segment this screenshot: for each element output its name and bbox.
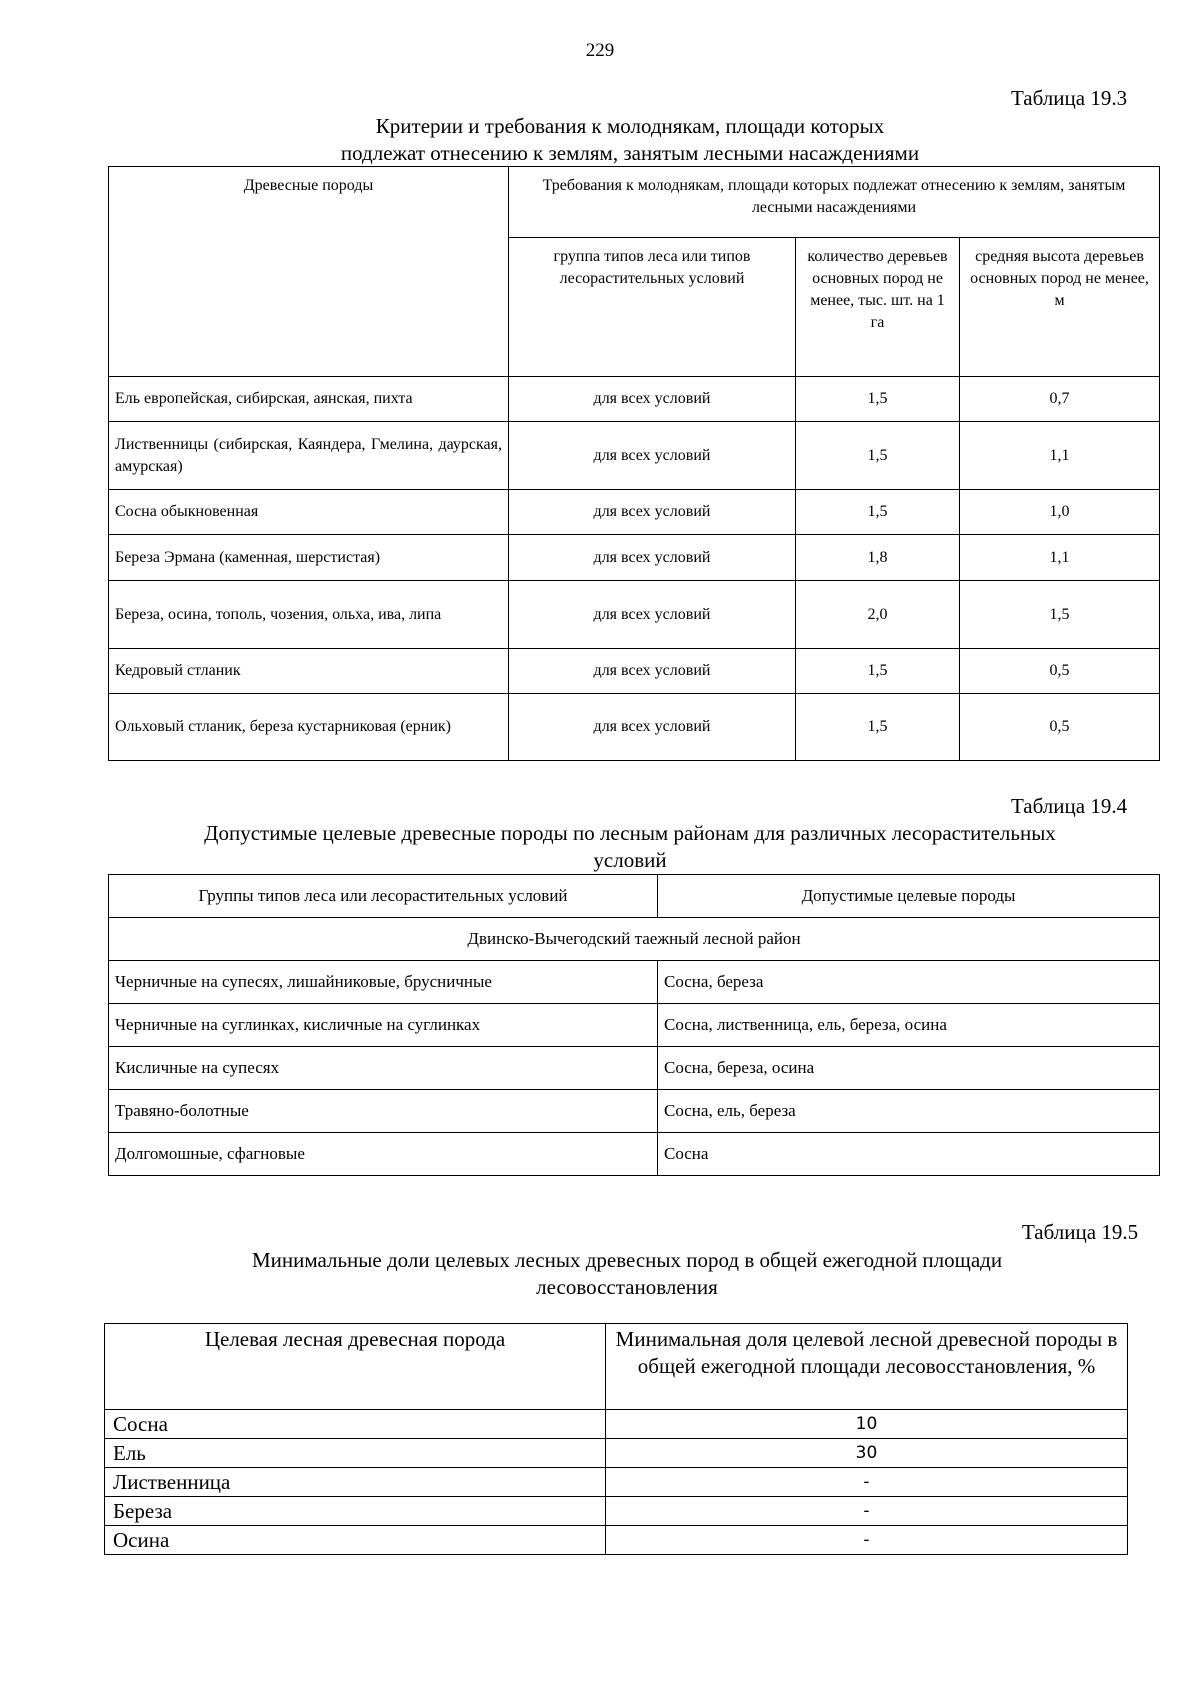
table-19-4-caption-line1: Допустимые целевые древесные породы по лесным районам для различных лесорастительных bbox=[204, 821, 1056, 845]
table-row bbox=[109, 581, 1160, 649]
table-19-3-caption-line1: Критерии и требования к молоднякам, площади которых bbox=[375, 114, 885, 138]
t1-cell-species: Ель европейская, сибирская, аянская, пихта bbox=[109, 377, 509, 422]
table-19-4 bbox=[108, 874, 1160, 1176]
t1-cell-height: 1,1 bbox=[960, 422, 1160, 490]
t3-cell-share: 10 bbox=[606, 1410, 1128, 1439]
t3-cell-species: Осина bbox=[105, 1526, 606, 1555]
t1-cell-height: 0,5 bbox=[960, 694, 1160, 761]
table-19-3 bbox=[108, 166, 1160, 761]
t1-cell-count: 1,5 bbox=[796, 490, 960, 535]
t3-header-share: Минимальная доля целевой лесной древесной породы в общей ежегодной площади лесовосстановления, % bbox=[606, 1324, 1128, 1410]
table-19-5-label: Таблица 19.5 bbox=[1022, 1220, 1139, 1244]
t1-cell-species: Ольховый стланик, береза кустарниковая (ерник) bbox=[109, 694, 509, 761]
t2-cell-species: Сосна, береза bbox=[658, 961, 1160, 1004]
t2-cell-group: Долгомошные, сфагновые bbox=[109, 1133, 658, 1176]
table-row bbox=[109, 535, 1160, 581]
table-row bbox=[109, 1047, 1160, 1090]
t1-cell-count: 1,5 bbox=[796, 649, 960, 694]
table-19-5-caption bbox=[0, 1247, 1200, 1301]
t3-cell-species: Лиственница bbox=[105, 1468, 606, 1497]
t1-header-requirements: Требования к молоднякам, площади которых подлежат отнесению к землям, занятым лесными насаждениями bbox=[509, 167, 1160, 238]
t3-cell-species: Береза bbox=[105, 1497, 606, 1526]
t2-cell-species: Сосна, ель, береза bbox=[658, 1090, 1160, 1133]
t1-cell-species: Лиственницы (сибирская, Каяндера, Гмелина, даурская, амурская) bbox=[109, 422, 509, 490]
page-number: 229 bbox=[585, 40, 615, 61]
t1-cell-species: Береза, осина, тополь, чозения, ольха, ива, липа bbox=[109, 581, 509, 649]
t1-cell-height: 0,7 bbox=[960, 377, 1160, 422]
t2-cell-group: Черничные на супесях, лишайниковые, брусничные bbox=[109, 961, 658, 1004]
table-row bbox=[109, 490, 1160, 535]
table-19-5-caption-line1: Минимальные доли целевых лесных древесных пород в общей ежегодной площади bbox=[251, 1248, 1003, 1272]
t2-header-species: Допустимые целевые породы bbox=[658, 875, 1160, 918]
t2-cell-group: Травяно-болотные bbox=[109, 1090, 658, 1133]
table-row bbox=[105, 1410, 1128, 1439]
t1-cell-count: 1,5 bbox=[796, 377, 960, 422]
table-row bbox=[109, 377, 1160, 422]
table-19-5 bbox=[104, 1323, 1128, 1555]
t3-cell-share: - bbox=[606, 1497, 1128, 1526]
t3-cell-species: Ель bbox=[105, 1439, 606, 1468]
t1-cell-height: 0,5 bbox=[960, 649, 1160, 694]
t1-cell-count: 1,8 bbox=[796, 535, 960, 581]
t1-cell-group: для всех условий bbox=[509, 535, 796, 581]
t1-header-count: количество деревьев основных пород не менее, тыс. шт. на 1 га bbox=[796, 238, 960, 377]
t1-cell-species: Сосна обыкновенная bbox=[109, 490, 509, 535]
t2-region-row: Двинско-Вычегодский таежный лесной район bbox=[109, 918, 1160, 961]
t1-header-height: средняя высота деревьев основных пород не менее, м bbox=[960, 238, 1160, 377]
t1-cell-group: для всех условий bbox=[509, 377, 796, 422]
t1-cell-group: для всех условий bbox=[509, 422, 796, 490]
t1-header-species: Древесные породы bbox=[109, 167, 509, 377]
table-row bbox=[105, 1468, 1128, 1497]
table-19-3-label: Таблица 19.3 bbox=[1011, 86, 1128, 110]
t3-header-species: Целевая лесная древесная порода bbox=[105, 1324, 606, 1410]
t1-cell-count: 1,5 bbox=[796, 422, 960, 490]
t3-cell-species: Сосна bbox=[105, 1410, 606, 1439]
table-19-4-caption-line2: условий bbox=[593, 848, 667, 872]
t3-cell-share: - bbox=[606, 1526, 1128, 1555]
table-row bbox=[109, 1090, 1160, 1133]
table-row bbox=[109, 1133, 1160, 1176]
t1-cell-height: 1,1 bbox=[960, 535, 1160, 581]
t3-cell-share: 30 bbox=[606, 1439, 1128, 1468]
t1-cell-height: 1,0 bbox=[960, 490, 1160, 535]
table-row bbox=[105, 1497, 1128, 1526]
t1-cell-group: для всех условий bbox=[509, 490, 796, 535]
t1-cell-species: Кедровый стланик bbox=[109, 649, 509, 694]
table-row bbox=[109, 1004, 1160, 1047]
t3-cell-share: - bbox=[606, 1468, 1128, 1497]
table-row bbox=[109, 961, 1160, 1004]
t1-cell-species: Береза Эрмана (каменная, шерстистая) bbox=[109, 535, 509, 581]
table-19-4-caption bbox=[0, 820, 1200, 874]
table-19-3-caption bbox=[0, 113, 1200, 167]
t2-cell-species: Сосна, лиственница, ель, береза, осина bbox=[658, 1004, 1160, 1047]
t2-header-groups: Группы типов леса или лесорастительных условий bbox=[109, 875, 658, 918]
table-19-4-label: Таблица 19.4 bbox=[1011, 794, 1128, 818]
table-row bbox=[109, 694, 1160, 761]
table-row bbox=[105, 1439, 1128, 1468]
t1-cell-group: для всех условий bbox=[509, 694, 796, 761]
table-row bbox=[109, 649, 1160, 694]
t2-cell-species: Сосна bbox=[658, 1133, 1160, 1176]
table-row bbox=[105, 1526, 1128, 1555]
t2-cell-group: Черничные на суглинках, кисличные на суглинках bbox=[109, 1004, 658, 1047]
table-row bbox=[109, 422, 1160, 490]
t2-cell-group: Кисличные на супесях bbox=[109, 1047, 658, 1090]
t2-cell-species: Сосна, береза, осина bbox=[658, 1047, 1160, 1090]
t1-cell-count: 1,5 bbox=[796, 694, 960, 761]
t1-cell-height: 1,5 bbox=[960, 581, 1160, 649]
t1-header-group: группа типов леса или типов лесорастительных условий bbox=[509, 238, 796, 377]
t1-cell-group: для всех условий bbox=[509, 649, 796, 694]
t1-cell-group: для всех условий bbox=[509, 581, 796, 649]
t1-cell-count: 2,0 bbox=[796, 581, 960, 649]
table-19-3-caption-line2: подлежат отнесению к землям, занятым лесными насаждениями bbox=[340, 141, 920, 165]
table-19-5-caption-line2: лесовосстановления bbox=[536, 1275, 718, 1299]
